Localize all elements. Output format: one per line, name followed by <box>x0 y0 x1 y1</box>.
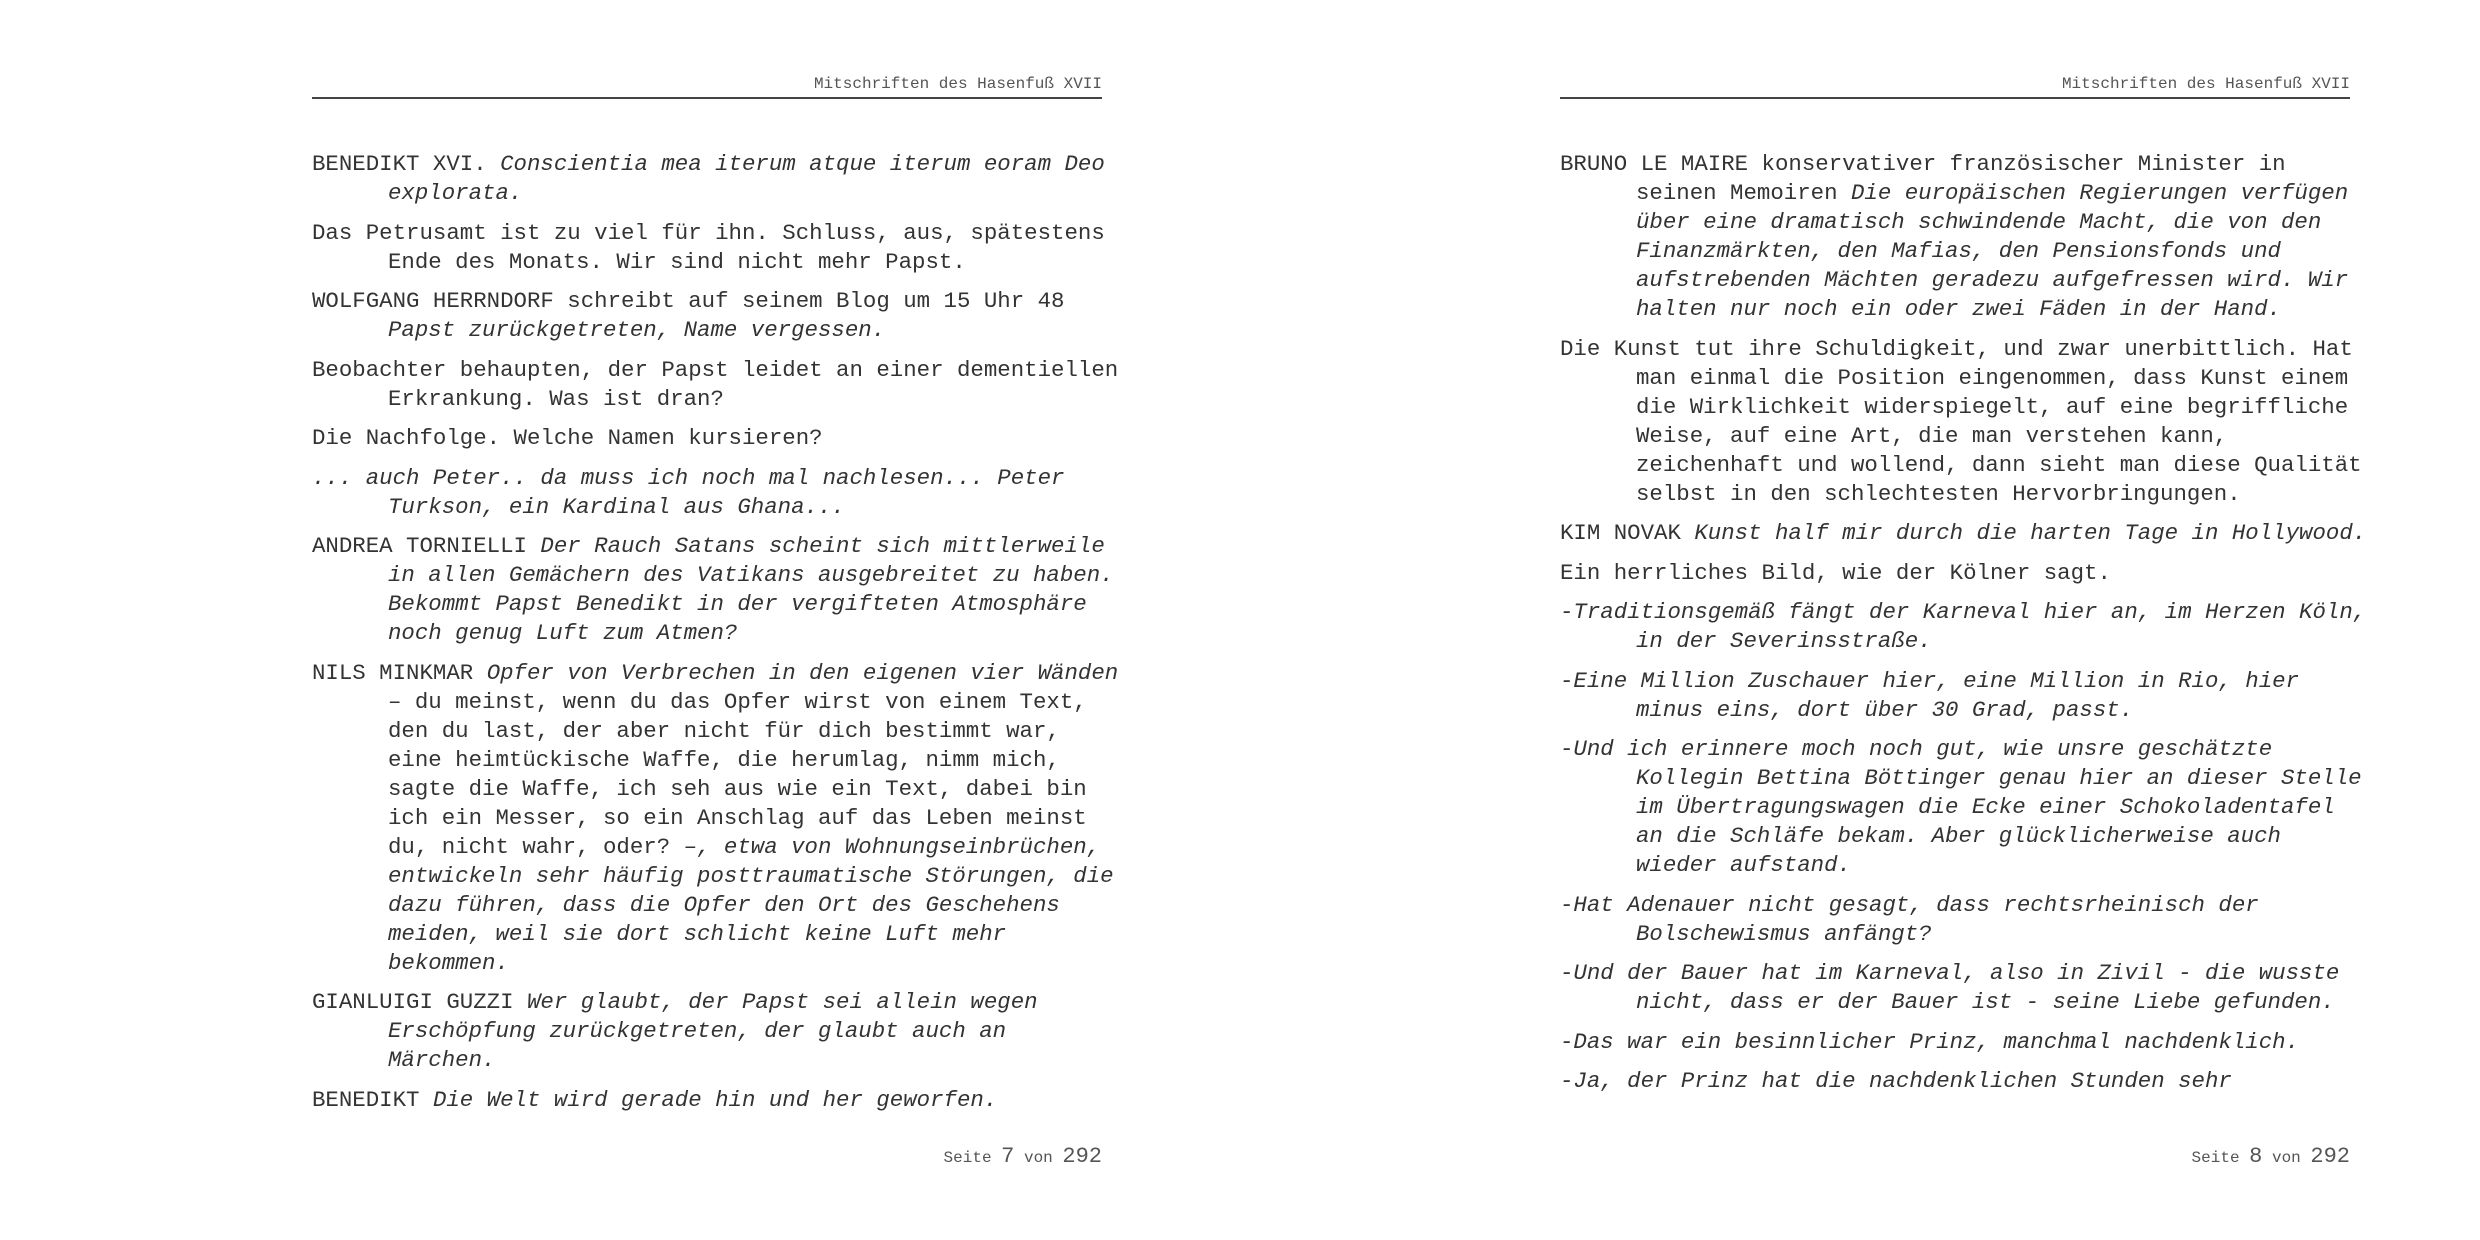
text-run: – du meinst, wenn du das Opfer wirst von einem Text, <box>388 688 1087 715</box>
page-label: Seite <box>943 1149 992 1167</box>
page-number: 7 <box>1001 1144 1015 1169</box>
text-run: , etwa von Wohnungseinbrüchen, <box>697 833 1101 860</box>
page-label: Seite <box>2191 1149 2240 1167</box>
text-run: Wer glaubt, der Papst sei allein wegen <box>527 989 1038 1015</box>
text-run: ich ein Messer, so ein Anschlag auf das Leben meinst <box>388 804 1087 831</box>
text-run: entwickeln sehr häufig posttraumatische Störungen, die <box>388 862 1114 889</box>
text-run: an die Schläfe bekam. Aber glücklicherweise auch <box>1636 823 2281 849</box>
text-run: bekommen. <box>388 949 509 976</box>
page-body <box>1560 150 2367 1107</box>
paragraph <box>312 1086 1102 1115</box>
text-run: -Und ich erinnere moch noch gut, wie unsre geschätzte <box>1560 736 2273 762</box>
paragraph <box>312 219 1105 277</box>
text-run: -Eine Million Zuschauer hier, eine Million in Rio, hier <box>1560 667 2300 694</box>
text-run: in allen Gemächern des Vatikans ausgebreitet zu haben. <box>388 562 1114 588</box>
text-run: Das Petrusamt ist zu viel für ihn. Schluss, aus, spätestens <box>312 219 1105 246</box>
text-run: Ein herrliches Bild, wie der Kölner sagt. <box>1560 559 2111 586</box>
text-run: meiden, weil sie dort schlicht keine Luft mehr <box>388 920 1007 947</box>
page-body <box>312 150 1119 1125</box>
text-run: aufstrebenden Mächten geradezu aufgefressen wird. Wir <box>1636 267 2349 293</box>
paragraph <box>1560 735 2362 880</box>
right-page <box>1560 0 2367 1240</box>
text-run: -Traditionsgemäß fängt der Karneval hier an, im Herzen Köln, <box>1560 599 2367 625</box>
text-run: man einmal die Position eingenommen, dass Kunst einem <box>1636 364 2349 391</box>
page-footer <box>944 1144 1102 1169</box>
text-run: sagte die Waffe, ich seh aus wie ein Text, dabei bin <box>388 775 1087 802</box>
text-run: minus eins, dort über 30 Grad, passt. <box>1636 696 2134 723</box>
text-run: Ende des Monats. Wir sind nicht mehr Papst. <box>388 248 966 275</box>
paragraph <box>1560 959 2350 1017</box>
page-footer <box>2192 1144 2350 1169</box>
paragraph <box>1560 150 2350 324</box>
text-run: Märchen. <box>388 1047 496 1073</box>
text-run: -Ja, der Prinz hat die nachdenklichen Stunden sehr <box>1560 1068 2232 1094</box>
paragraph <box>312 988 1102 1075</box>
text-run: Die Kunst tut ihre Schuldigkeit, und zwar unerbittlich. Hat <box>1560 335 2353 362</box>
left-page <box>312 0 1119 1240</box>
text-run: WOLFGANG HERRNDORF schreibt auf seinem Blog um 15 Uhr 48 <box>312 288 1065 314</box>
text-run: ... auch Peter.. da muss ich noch mal nachlesen... Peter <box>312 464 1065 491</box>
text-run: KIM NOVAK <box>1560 520 1695 546</box>
paragraph <box>312 659 1119 978</box>
page-number: 8 <box>2249 1144 2263 1169</box>
text-run: Bekommt Papst Benedikt in der vergifteten Atmosphäre <box>388 591 1087 617</box>
paragraph <box>312 424 1102 453</box>
text-run: Kunst half mir durch die harten Tage in Hollywood. <box>1694 520 2367 546</box>
text-run: Die Nachfolge. Welche Namen kursieren? <box>312 425 823 451</box>
text-run: zeichenhaft und wollend, dann sieht man diese Qualität <box>1636 451 2362 478</box>
text-run: in der Severinsstraße. <box>1636 628 1932 654</box>
text-run: Die europäischen Regierungen verfügen <box>1851 180 2349 206</box>
paragraph <box>1560 1028 2350 1057</box>
page-of-label: von <box>1023 1149 1053 1167</box>
paragraph <box>1560 1067 2350 1096</box>
text-run: dazu führen, dass die Opfer den Ort des Geschehens <box>388 891 1060 918</box>
text-run: BENEDIKT <box>312 1086 433 1113</box>
text-run: Papst zurückgetreten, Name vergessen. <box>388 317 886 343</box>
running-header: Mitschriften des Hasenfuß XVII <box>312 74 1102 99</box>
text-run: GIANLUIGI GUZZI <box>312 989 527 1015</box>
text-run: Opfer von Verbrechen in den eigenen vier Wänden <box>486 659 1119 686</box>
paragraph <box>1560 667 2350 725</box>
text-run: Erkrankung. Was ist dran? <box>388 385 724 412</box>
paragraph <box>312 464 1102 522</box>
paragraph <box>1560 519 2367 548</box>
text-run: Der Rauch Satans scheint sich mittlerweile <box>540 533 1105 559</box>
text-run: Weise, auf eine Art, die man verstehen kann, <box>1636 422 2228 449</box>
text-run: -Und der Bauer hat im Karneval, also in Zivil - die wusste <box>1560 960 2340 986</box>
paragraph <box>1560 335 2362 509</box>
paragraph <box>1560 891 2350 949</box>
text-run: den du last, der aber nicht für dich bestimmt war, <box>388 717 1060 744</box>
text-run: du, nicht wahr, oder? – <box>388 833 698 860</box>
text-run: Finanzmärkten, den Mafias, den Pensionsfonds und <box>1636 238 2281 264</box>
text-run: ANDREA TORNIELLI <box>312 533 541 559</box>
paragraph <box>312 532 1114 648</box>
text-run: -Hat Adenauer nicht gesagt, dass rechtsrheinisch der <box>1560 891 2259 918</box>
text-run: Turkson, ein Kardinal aus Ghana... <box>388 493 845 520</box>
text-run: Conscientia mea iterum atque iterum eoram Deo <box>500 151 1105 177</box>
paragraph <box>312 356 1119 414</box>
text-run: seinen Memoiren <box>1636 180 1851 206</box>
text-run: Kollegin Bettina Böttinger genau hier an dieser Stelle <box>1636 765 2362 791</box>
text-run: Die Welt wird gerade hin und her geworfen. <box>432 1086 998 1113</box>
paragraph <box>1560 559 2350 588</box>
text-run: die Wirklichkeit widerspiegelt, auf eine begriffliche <box>1636 393 2349 420</box>
page-total: 292 <box>1062 1144 1102 1169</box>
text-run: wieder aufstand. <box>1636 852 1851 878</box>
text-run: NILS MINKMAR <box>312 659 487 686</box>
text-run: halten nur noch ein oder zwei Fäden in der Hand. <box>1636 296 2281 322</box>
text-run: explorata. <box>388 180 523 206</box>
text-run: nicht, dass er der Bauer ist - seine Liebe gefunden. <box>1636 989 2335 1015</box>
text-run: -Das war ein besinnlicher Prinz, manchmal nachdenklich. <box>1560 1028 2300 1055</box>
running-header: Mitschriften des Hasenfuß XVII <box>1560 74 2350 99</box>
page-of-label: von <box>2271 1149 2301 1167</box>
paragraph <box>312 150 1105 208</box>
text-run: eine heimtückische Waffe, die herumlag, nimm mich, <box>388 746 1060 773</box>
paragraph <box>1560 598 2367 656</box>
text-run: Beobachter behaupten, der Papst leidet an einer dementiellen <box>312 356 1119 383</box>
text-run: BRUNO LE MAIRE konservativer französischer Minister in <box>1560 151 2286 177</box>
text-run: im Übertragungswagen die Ecke einer Schokoladentafel <box>1636 794 2335 820</box>
text-run: BENEDIKT XVI. <box>312 151 501 177</box>
text-run: selbst in den schlechtesten Hervorbringungen. <box>1636 480 2241 507</box>
text-run: über eine dramatisch schwindende Macht, die von den <box>1636 209 2322 235</box>
text-run: Erschöpfung zurückgetreten, der glaubt auch an <box>388 1018 1007 1044</box>
page-total: 292 <box>2310 1144 2350 1169</box>
paragraph <box>312 287 1102 345</box>
text-run: Bolschewismus anfängt? <box>1636 920 1932 947</box>
text-run: noch genug Luft zum Atmen? <box>388 620 738 646</box>
